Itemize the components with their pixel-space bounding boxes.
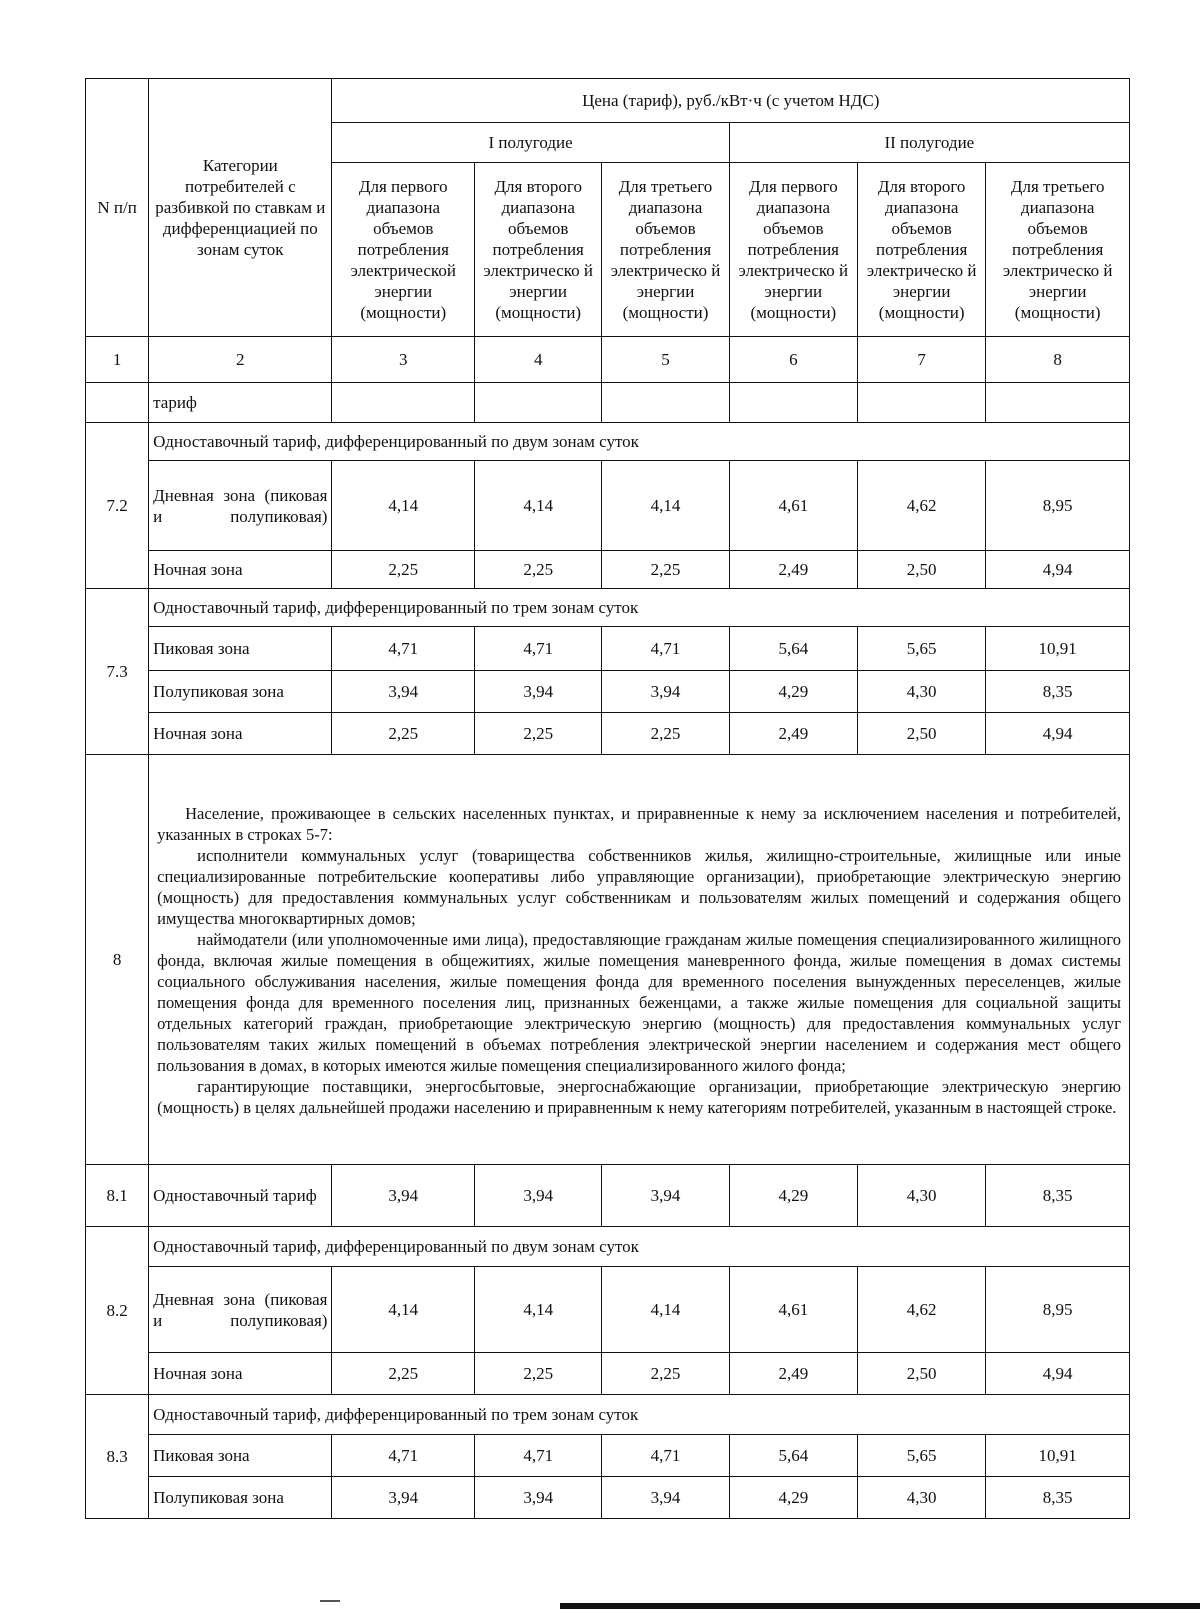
scan-edge-line xyxy=(560,1603,1200,1609)
table-row xyxy=(86,1477,1130,1519)
value-cell: 2,50 xyxy=(858,551,986,589)
value-cell: 2,25 xyxy=(475,551,602,589)
row-label: Пиковая зона xyxy=(149,627,332,671)
value-cell: 8,35 xyxy=(986,1477,1130,1519)
value-cell: 3,94 xyxy=(475,1165,602,1227)
value-cell: 5,64 xyxy=(729,1435,857,1477)
value-cell: 3,94 xyxy=(332,1477,475,1519)
value-cell: 2,25 xyxy=(602,551,729,589)
header-sub-5: Для второго диапазона объемов потребления электрическо й энергии (мощности) xyxy=(858,163,986,337)
table-row xyxy=(86,1267,1130,1353)
table-row xyxy=(86,1435,1130,1477)
value-cell: 4,71 xyxy=(332,1435,475,1477)
section-title: Одноставочный тариф, дифференцированный по трем зонам суток xyxy=(149,589,1130,627)
value-cell: 4,30 xyxy=(858,671,986,713)
row-label: Одноставочный тариф xyxy=(149,1165,332,1227)
row-number: 8.1 xyxy=(86,1165,149,1227)
value-cell: 5,65 xyxy=(858,627,986,671)
value-cell: 2,49 xyxy=(729,1353,857,1395)
row-number: 7.2 xyxy=(86,423,149,589)
value-cell: 3,94 xyxy=(332,1165,475,1227)
value-cell: 4,29 xyxy=(729,1165,857,1227)
row-label: Ночная зона xyxy=(149,551,332,589)
value-cell: 2,50 xyxy=(858,713,986,755)
row-label: Ночная зона xyxy=(149,713,332,755)
header-sub-6: Для третьего диапазона объемов потребления электрическо й энергии (мощности) xyxy=(986,163,1130,337)
value-cell: 4,94 xyxy=(986,1353,1130,1395)
value-cell: 4,62 xyxy=(858,1267,986,1353)
value-cell: 4,14 xyxy=(475,461,602,551)
tariff-page xyxy=(85,78,1130,1519)
table-row xyxy=(86,589,1130,627)
value-cell: 5,64 xyxy=(729,627,857,671)
header-sub-2: Для второго диапазона объемов потребления электрическо й энергии (мощности) xyxy=(475,163,602,337)
col-number: 6 xyxy=(729,337,857,383)
value-cell: 4,14 xyxy=(475,1267,602,1353)
value-cell: 2,50 xyxy=(858,1353,986,1395)
value-cell: 4,94 xyxy=(986,713,1130,755)
value-cell: 8,95 xyxy=(986,1267,1130,1353)
value-cell: 4,71 xyxy=(475,1435,602,1477)
value-cell: 3,94 xyxy=(475,671,602,713)
paragraph: Население, проживающее в сельских населенных пунктах, и приравненные к нему за исключением населения и потребителей, указанных в строках 5-7: xyxy=(157,804,1121,844)
table-row xyxy=(86,1353,1130,1395)
header-sub-4: Для первого диапазона объемов потребления электрическо й энергии (мощности) xyxy=(729,163,857,337)
section-title: Одноставочный тариф, дифференцированный по двум зонам суток xyxy=(149,423,1130,461)
value-cell: 4,61 xyxy=(729,1267,857,1353)
col-number: 7 xyxy=(858,337,986,383)
value-cell: 2,25 xyxy=(332,1353,475,1395)
header-sub-1: Для первого диапазона объемов потребления электрической энергии (мощности) xyxy=(332,163,475,337)
value-cell: 3,94 xyxy=(602,671,729,713)
table-row xyxy=(86,755,1130,1165)
header-num: N п/п xyxy=(86,79,149,337)
table-row xyxy=(86,713,1130,755)
row-number: 8.2 xyxy=(86,1227,149,1395)
value-cell: 2,25 xyxy=(332,713,475,755)
value-cell: 10,91 xyxy=(986,627,1130,671)
value-cell: 3,94 xyxy=(332,671,475,713)
scan-artifact xyxy=(320,1600,340,1602)
header-price-title: Цена (тариф), руб./кВт·ч (с учетом НДС) xyxy=(332,79,1130,123)
value-cell: 4,94 xyxy=(986,551,1130,589)
col-number: 4 xyxy=(475,337,602,383)
row-label: Полупиковая зона xyxy=(149,1477,332,1519)
header-sub-3: Для третьего диапазона объемов потребления электрическо й энергии (мощности) xyxy=(602,163,729,337)
table-row xyxy=(86,1395,1130,1435)
row-number: 7.3 xyxy=(86,589,149,755)
value-cell: 3,94 xyxy=(602,1165,729,1227)
value-cell: 4,14 xyxy=(602,461,729,551)
table-row xyxy=(86,423,1130,461)
value-cell: 8,95 xyxy=(986,461,1130,551)
value-cell: 4,30 xyxy=(858,1477,986,1519)
value-cell: 8,35 xyxy=(986,671,1130,713)
table-row xyxy=(86,461,1130,551)
value-cell: 4,62 xyxy=(858,461,986,551)
value-cell: 8,35 xyxy=(986,1165,1130,1227)
value-cell: 5,65 xyxy=(858,1435,986,1477)
value-cell: 2,49 xyxy=(729,713,857,755)
paragraph: наймодатели (или уполномоченные ими лица), предоставляющие гражданам жилые помещения специализированного жилищного фонда, включая жилые помещения в общежитиях, жилые помещения маневренного фонда, жилые помещения в домах системы социального обслуживания населения, жилые помещения фонда для временного поселения вынужденных переселенцев, жилые помещения фонда для временного поселения лиц, признанных беженцами, а также жилые помещения для социальной защиты отдельных категорий граждан, приобретающие электрическую энергию (мощность) для предоставления коммунальных услуг пользователям таких жилых помещений в объемах потребления электрической энергии населением и содержания мест общего пользования в домах, в которых имеются жилые помещения специализированного жилого фонда; xyxy=(157,930,1121,1075)
row-label: Дневная зона (пиковая и полупиковая) xyxy=(149,461,332,551)
value-cell: 4,61 xyxy=(729,461,857,551)
population-description xyxy=(149,755,1130,1165)
value-cell: 4,29 xyxy=(729,671,857,713)
value-cell: 4,14 xyxy=(332,1267,475,1353)
column-numbers-row xyxy=(86,337,1130,383)
row-number: 8.3 xyxy=(86,1395,149,1519)
col-number: 5 xyxy=(602,337,729,383)
section-title: Одноставочный тариф, дифференцированный по двум зонам суток xyxy=(149,1227,1130,1267)
value-cell: 4,71 xyxy=(475,627,602,671)
value-cell: 2,25 xyxy=(602,1353,729,1395)
value-cell: 3,94 xyxy=(475,1477,602,1519)
value-cell: 2,25 xyxy=(475,713,602,755)
row-label: Полупиковая зона xyxy=(149,671,332,713)
value-cell: 2,25 xyxy=(475,1353,602,1395)
table-row xyxy=(86,1227,1130,1267)
header-category: Категории потребителей с разбивкой по ставкам и дифференциацией по зонам суток xyxy=(149,79,332,337)
value-cell: 2,25 xyxy=(332,551,475,589)
col-number: 8 xyxy=(986,337,1130,383)
tariff-table xyxy=(85,78,1130,1519)
value-cell: 4,71 xyxy=(332,627,475,671)
header-half1: I полугодие xyxy=(332,123,729,163)
value-cell: 2,49 xyxy=(729,551,857,589)
table-row xyxy=(86,1165,1130,1227)
value-cell: 4,71 xyxy=(602,1435,729,1477)
value-cell: 4,14 xyxy=(332,461,475,551)
row-label: тариф xyxy=(149,383,332,423)
table-row xyxy=(86,383,1130,423)
col-number: 1 xyxy=(86,337,149,383)
section-title: Одноставочный тариф, дифференцированный по трем зонам суток xyxy=(149,1395,1130,1435)
value-cell: 4,14 xyxy=(602,1267,729,1353)
paragraph: гарантирующие поставщики, энергосбытовые, энергоснабжающие организации, приобретающие электрическую энергию (мощность) в целях дальнейшей продажи населению и приравненным к нему категориям потребителей, указанным в настоящей строке. xyxy=(157,1077,1121,1117)
col-number: 3 xyxy=(332,337,475,383)
table-row xyxy=(86,627,1130,671)
value-cell: 10,91 xyxy=(986,1435,1130,1477)
table-row xyxy=(86,671,1130,713)
table-row xyxy=(86,551,1130,589)
value-cell: 2,25 xyxy=(602,713,729,755)
row-label: Ночная зона xyxy=(149,1353,332,1395)
value-cell: 4,30 xyxy=(858,1165,986,1227)
row-label: Пиковая зона xyxy=(149,1435,332,1477)
col-number: 2 xyxy=(149,337,332,383)
header-half2: II полугодие xyxy=(729,123,1129,163)
value-cell: 4,29 xyxy=(729,1477,857,1519)
value-cell: 4,71 xyxy=(602,627,729,671)
row-label: Дневная зона (пиковая и полупиковая) xyxy=(149,1267,332,1353)
paragraph: исполнители коммунальных услуг (товарищества собственников жилья, жилищно-строительные, жилищные или иные специализированные потребительские кооперативы либо управляющие организации), приобретающие электрическую энергию (мощность) для предоставления коммунальных услуг собственникам и пользователям жилых помещений и содержания общего имущества многоквартирных домов; xyxy=(157,846,1121,928)
row-number: 8 xyxy=(86,755,149,1165)
value-cell: 3,94 xyxy=(602,1477,729,1519)
